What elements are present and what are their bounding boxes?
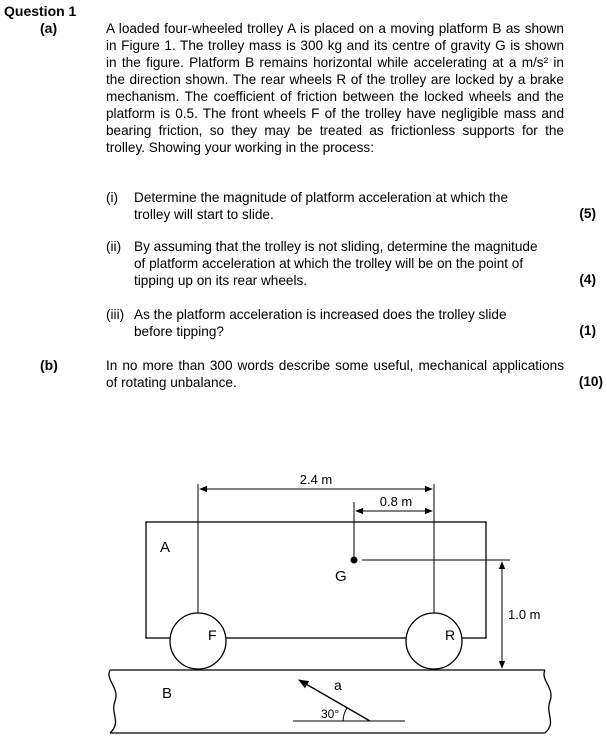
question-title: Question 1: [4, 3, 77, 19]
trolley-diagram: [0, 460, 607, 738]
front-wheel: [170, 613, 226, 669]
subpart-ii-line1: By assuming that the trolley is not sliding, determine the magnitude: [134, 239, 538, 254]
wheelbase-label: 2.4 m: [299, 472, 333, 487]
subpart-iii-line1: As the platform acceleration is increased does the trolley slide: [134, 307, 507, 322]
cg-height-label: 1.0 m: [508, 607, 541, 622]
rear-wheel-label: R: [445, 627, 456, 643]
platform-label: B: [162, 685, 173, 702]
subpart-ii-line3: tipping up on its rear wheels.: [134, 273, 308, 288]
cg-label: G: [335, 568, 347, 585]
part-a-label: (a): [40, 20, 58, 36]
subpart-ii-label: (ii): [106, 239, 122, 254]
subpart-i-line1: Determine the magnitude of platform acceleration at which the: [134, 190, 509, 205]
angle-label: 30°: [321, 707, 340, 721]
part-b-marks: (10): [578, 374, 603, 389]
trolley-label: A: [160, 539, 171, 556]
front-wheel-label: F: [208, 627, 217, 643]
cg-offset-label: 0.8 m: [379, 494, 413, 509]
subpart-ii-marks: (4): [579, 272, 596, 287]
subpart-i-label: (i): [106, 190, 119, 205]
part-a-text: A loaded four-wheeled trolley A is placed on a moving platform B as shown in Figure 1. The trolley mass is 300 kg and its centre of gravity G is shown in the figure. Platform B remains horizontal while accelerating at a m/s² in the direction shown. The rear wheels R of the trolley are locked by a brake mechanism. The coefficient of friction between the locked wheels and the platform is 0.5. The front wheels F of the trolley have negligible mass and bearing friction, so they may be treated as frictionless supports for the trolley. Showing your working in the process:: [106, 21, 564, 155]
subpart-ii-line2: of platform acceleration at which the trolley will be on the point of: [134, 256, 524, 271]
subpart-i-marks: (5): [579, 206, 596, 221]
subpart-i-text: [134, 189, 574, 223]
subpart-iii-text: [134, 306, 574, 340]
subpart-iii-label: (iii): [106, 307, 125, 322]
accel-label: a: [334, 677, 342, 693]
subpart-iii-marks: (1): [579, 323, 596, 338]
subpart-i-line2: trolley will start to slide.: [134, 207, 274, 222]
platform-b: [109, 670, 551, 733]
subpart-ii-text: [134, 238, 574, 289]
part-b-label: (b): [40, 357, 58, 373]
subpart-iii-line2: before tipping?: [134, 324, 224, 339]
cg-point: [351, 557, 358, 564]
part-b-text: In no more than 300 words describe some useful, mechanical applications of rotating unbalance.: [106, 358, 564, 390]
